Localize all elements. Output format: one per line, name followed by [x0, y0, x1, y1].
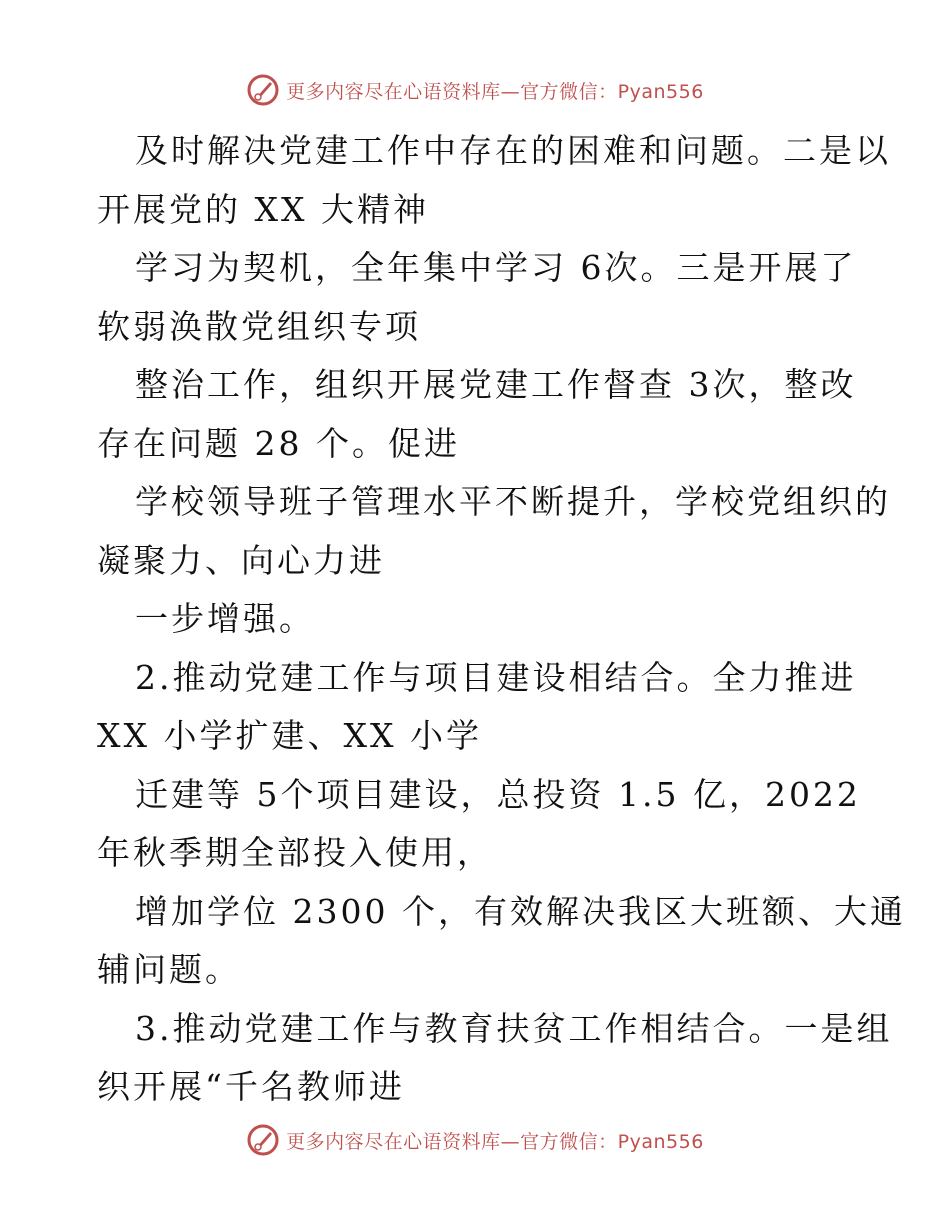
header-banner-text: 更多内容尽在心语资料库—官方微信：Pyan556: [286, 80, 704, 103]
text-line: 学习为契机，全年集中学习 6次。三是开展了: [135, 248, 857, 287]
text-line: 织开展“千名教师进: [97, 1067, 405, 1106]
text-line: 软弱涣散党组织专项: [97, 306, 421, 346]
text-line: 及时解决党建工作中存在的困难和问题。二是以: [135, 131, 891, 170]
quill-seal-icon: [246, 1123, 280, 1157]
footer-banner: [0, 1120, 950, 1160]
text-line: 整治工作，组织开展党建工作督查 3次，整改: [135, 365, 857, 404]
text-line: 2.推动党建工作与项目建设相结合。全力推进: [135, 657, 857, 697]
text-line: 增加学位 2300 个，有效解决我区大班额、大通: [135, 891, 906, 931]
text-line: 学校领导班子管理水平不断提升，学校党组织的: [135, 482, 891, 521]
text-line: 辅问题。: [97, 950, 241, 989]
text-line: 迁建等 5个项目建设，总投资 1.5 亿，2022: [135, 774, 861, 814]
text-line: 年秋季期全部投入使用，: [97, 833, 493, 872]
text-line: 开展党的 XX 大精神: [97, 189, 429, 229]
footer-banner-text: 更多内容尽在心语资料库—官方微信：Pyan556: [286, 1130, 704, 1153]
text-line: 一步增强。: [135, 599, 315, 638]
quill-seal-icon: [246, 73, 280, 107]
text-line: 3.推动党建工作与教育扶贫工作相结合。一是组: [135, 1008, 893, 1048]
text-line: XX 小学扩建、XX 小学: [97, 716, 482, 755]
text-line: 存在问题 28 个。促进: [97, 423, 460, 463]
document-body: [97, 122, 906, 1117]
text-line: 凝聚力、向心力进: [97, 540, 385, 580]
header-banner: [0, 70, 950, 110]
